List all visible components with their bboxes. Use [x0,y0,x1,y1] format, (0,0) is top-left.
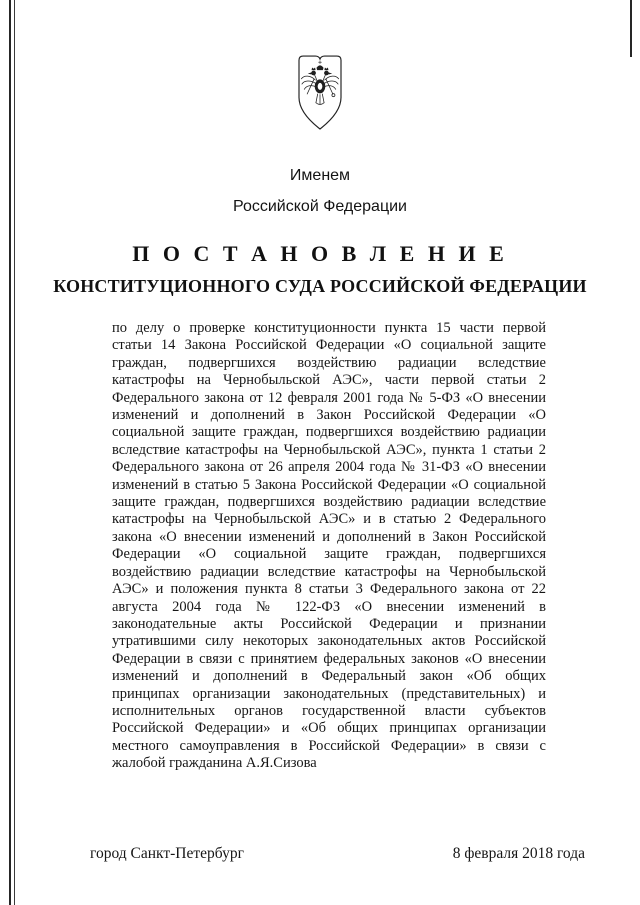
page-frame-right-top-line [630,0,632,57]
in-the-name-line2: Российской Федерации [233,198,407,215]
issue-date: 8 февраля 2018 года [452,845,585,862]
document-subtitle: КОНСТИТУЦИОННОГО СУДА РОССИЙСКОЙ ФЕДЕРАЦИИ [53,276,587,296]
in-the-name-block [0,160,640,222]
document-footer [90,845,585,863]
case-description: по делу о проверке конституционности пункта 15 части первой статьи 14 Закона Российской Федерации «О социальной защите граждан, подвергшихся воздействию радиации вследствие катастрофы на Чернобыльской АЭС», части первой статьи 2 Федерального закона от 12 февраля 2001 года № 5-ФЗ «О внесении изменений и дополнений в Закон Российской Федерации «О социальной защите граждан, подвергшихся воздействию радиации вследствие катастрофы на Чернобыльской АЭС», пункта 1 статьи 2 Федерального закона от 26 апреля 2004 года № 31-ФЗ «О внесении изменений в статью 5 Закона Российской Федерации «О социальной защите граждан, подвергшихся воздействию радиации вследствие катастрофы на Чернобыльской АЭС» и в статью 2 Федерального закона «О внесении изменений и дополнений в Закон Российской Федерации «О социальной защите граждан, подвергшихся воздействию радиации вследствие катастрофы на Чернобыльской АЭС» и положения пункта 8 статьи 3 Федерального закона от 22 августа 2004 года № 122-ФЗ «О внесении изменений в законодательные акты Российской Федерации и признании утратившими силу некоторых законодательных актов Российской Федерации в связи с принятием федеральных законов «О внесении изменений и дополнений в Федеральный закон «Об общих принципах организации законодательных (представительных) и исполнительных органов государственной власти субъектов Российской Федерации» и «Об общих принципах организации местного самоуправления в Российской Федерации» в связи с жалобой гражданина А.Я.Сизова [112,320,546,772]
document-title: П О С Т А Н О В Л Е Н И Е [132,241,508,266]
issue-city: город Санкт-Петербург [90,845,244,862]
in-the-name-line1: Именем [289,167,351,184]
russian-coat-of-arms-icon [0,52,640,136]
